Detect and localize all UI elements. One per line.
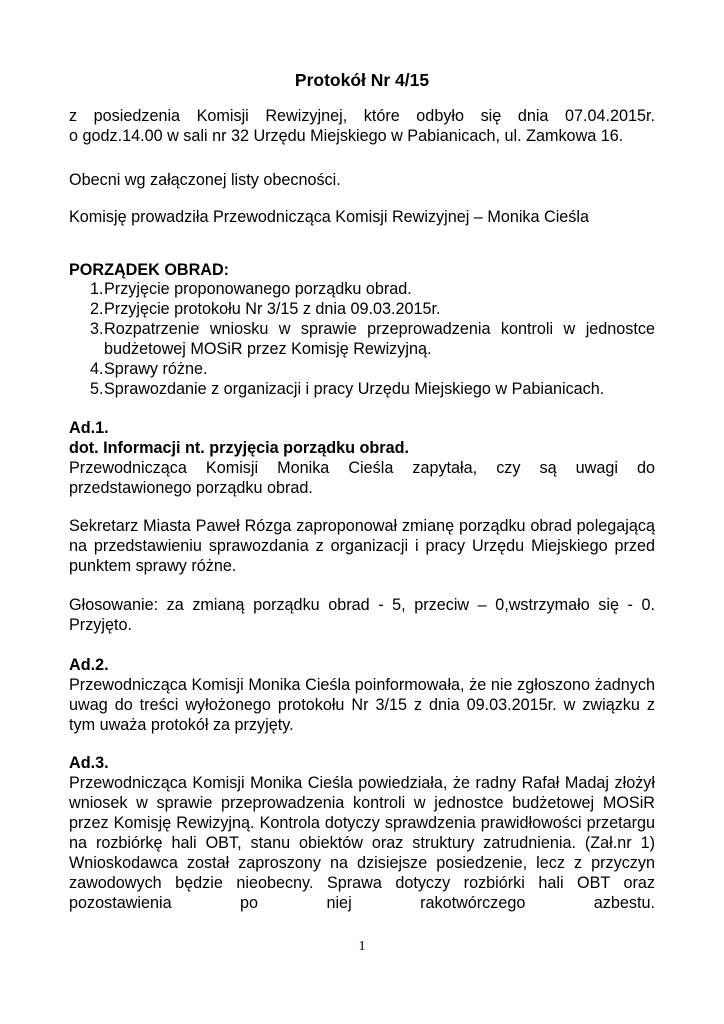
page-number: 1	[358, 939, 366, 954]
ad3-paragraph-1: Przewodnicząca Komisji Monika Cieśla powiedziała, że radny Rafał Madaj złożył wniosek w sprawie przeprowadzenia kontroli w jednostce budżetowej MOSiR przez Komisję Rewizyjną. Kontrola dotyczy sprawdzenia prawidłowości przetargu na rozbiórkę hali OBT, stanu obiektów oraz struktury zatrudnienia. (Zał.nr 1) Wnioskodawca został zaproszony na dzisiejsze posiedzenie, lecz z przyczyn zawodowych będzie nieobecny. Sprawa dotyczy rozbiórki hali OBT oraz pozostawienia po niej rakotwórczego azbestu.	[69, 774, 655, 912]
agenda-item	[69, 319, 655, 359]
agenda-item	[69, 279, 655, 299]
agenda-item	[69, 359, 655, 379]
agenda-heading: PORZĄDEK OBRAD:	[69, 261, 230, 279]
agenda-item-text: Rozpatrzenie wniosku w sprawie przeprowadzenia kontroli w jednostce budżetowej MOSiR przez Komisję Rewizyjną.	[104, 320, 655, 358]
agenda-item	[69, 299, 655, 319]
chair-note: Komisję prowadziła Przewodnicząca Komisji Rewizyjnej – Monika Cieśla	[69, 208, 589, 226]
agenda-item	[69, 379, 655, 399]
attendance-note: Obecni wg załączonej listy obecności.	[69, 171, 341, 189]
agenda-list	[69, 279, 655, 399]
ad2-heading: Ad.2.	[69, 656, 109, 674]
agenda-item-text: Przyjęcie protokołu Nr 3/15 z dnia 09.03.2015r.	[104, 300, 441, 318]
agenda-item-text: Sprawy różne.	[104, 360, 208, 378]
agenda-item-text: Sprawozdanie z organizacji i pracy Urzędu Miejskiego w Pabianicach.	[104, 380, 605, 398]
document-title: Protokół Nr 4/15	[294, 70, 430, 90]
agenda-item-number: 5.	[90, 380, 104, 398]
agenda-item-number: 2.	[90, 300, 104, 318]
ad1-subheading: dot. Informacji nt. przyjęcia porządku obrad.	[69, 439, 409, 457]
agenda-item-number: 3.	[90, 320, 104, 338]
agenda-item-number: 1.	[90, 280, 104, 298]
ad3-heading: Ad.3.	[69, 754, 109, 772]
ad1-paragraph-1: Przewodnicząca Komisji Monika Cieśla zapytała, czy są uwagi do przedstawionego porządku obrad.	[69, 459, 655, 497]
ad1-vote-result: Głosowanie: za zmianą porządku obrad - 5, przeciw – 0,wstrzymało się - 0. Przyjęto.	[69, 596, 655, 634]
ad1-paragraph-2: Sekretarz Miasta Paweł Rózga zaproponował zmianę porządku obrad polegającą na przedstawieniu sprawozdania z organizacji i pracy Urzędu Miejskiego przed punktem sprawy różne.	[69, 517, 655, 575]
ad1-heading: Ad.1.	[69, 419, 109, 437]
agenda-item-number: 4.	[90, 360, 104, 378]
ad2-paragraph-1: Przewodnicząca Komisji Monika Cieśla poinformowała, że nie zgłoszono żadnych uwag do treści wyłożonego protokołu Nr 3/15 z dnia 09.03.2015r. w związku z tym uważa protokół za przyjęty.	[69, 676, 655, 734]
intro-line-2: o godz.14.00 w sali nr 32 Urzędu Miejskiego w Pabianicach, ul. Zamkowa 16.	[69, 127, 624, 145]
intro-line-1: z posiedzenia Komisji Rewizyjnej, które odbyło się dnia 07.04.2015r.	[69, 107, 655, 125]
agenda-item-text: Przyjęcie proponowanego porządku obrad.	[104, 280, 412, 298]
